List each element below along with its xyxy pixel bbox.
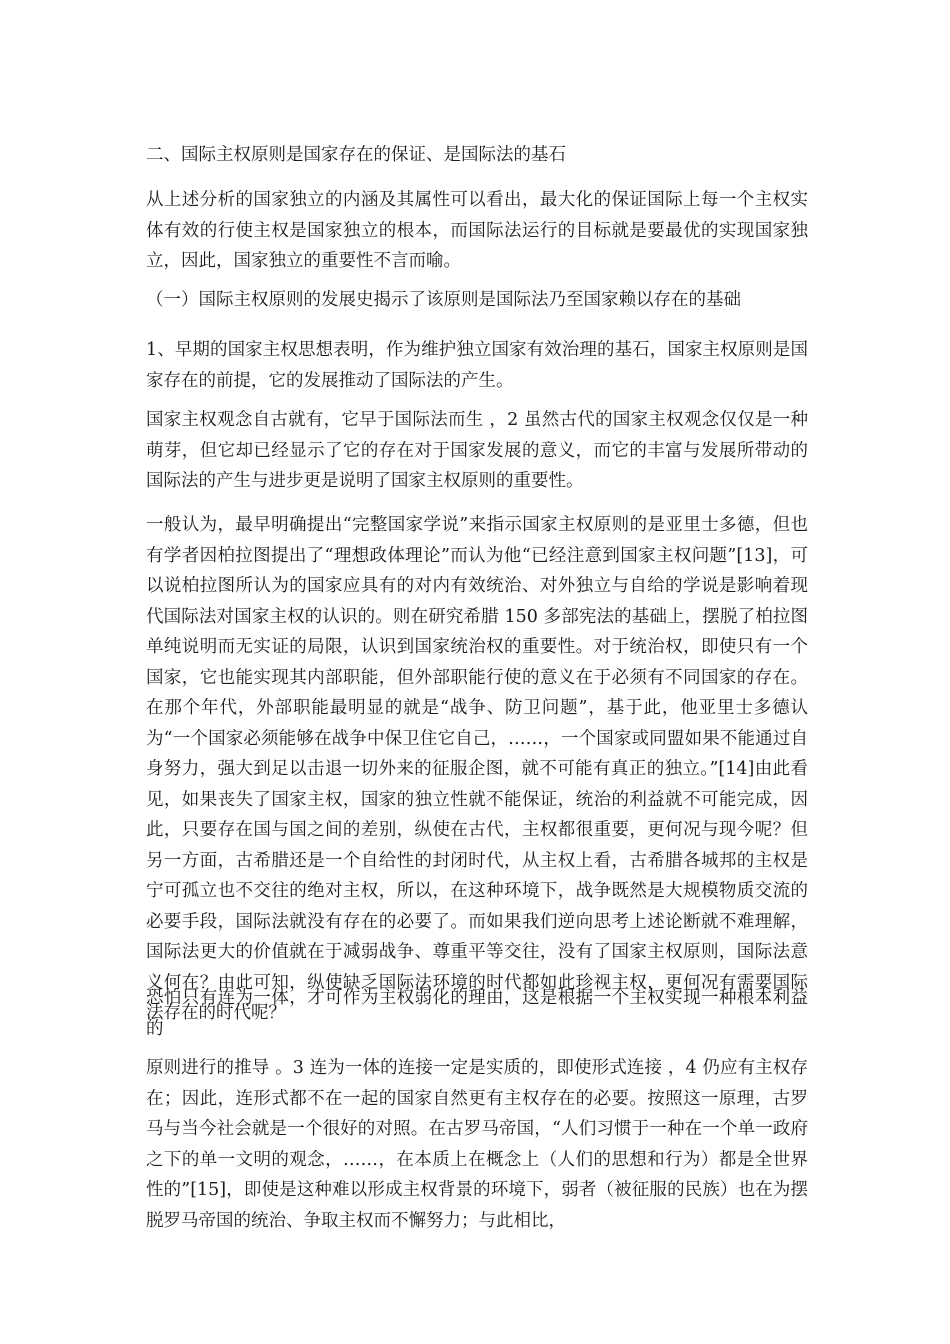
origin-paragraph: 国家主权观念自古就有，它早于国际法而生 ，2 虽然古代的国家主权观念仅仅是一种萌芽，但它却已经显示了它的存在对于国家发展的意义，而它的丰富与发展所带动的国际法的产生与进步更是说明了国家主权原则的重要性。 — [146, 410, 808, 491]
subsection-heading: （一）国际主权原则的发展史揭示了该原则是国际法乃至国家赖以存在的基础 — [146, 290, 741, 310]
section-heading: 二、国际主权原则是国家存在的保证、是国际法的基石 — [146, 145, 566, 165]
intro-paragraph: 从上述分析的国家独立的内涵及其属性可以看出，最大化的保证国际上每一个主权实体有效的行使主权是国家独立的根本，而国际法运行的目标就是要最优的实现国家独立，因此，国家独立的重要性不言而喻。 — [146, 190, 808, 271]
aristotle-paragraph: 一般认为，最早明确提出“完整国家学说”来指示国家主权原则的是亚里士多德，但也有学者因柏拉图提出了“理想政体理论”而认为他“已经注意到国家主权问题”[13]，可以说柏拉图所认为的国家应具有的对内有效统治、对外独立与自给的学说是影响着现代国际法对国家主权的认识的。则在研究希腊 150 多部宪法的基础上，摆脱了柏拉图单纯说明而无实证的局限，认识到国家统治权的重要性。对于统治权，即使只有一个国家，它也能实现其内部职能，但外部职能行使的意义在于必须有不同国家的存在。在那个年代，外部职能最明显的就是“战争、防卫问题”，基于此，他亚里士多德认为“一个国家必须能够在战争中保卫住它自己，……，一个国家或同盟如果不能通过自身努力，强大到足以击退一切外来的征服企图，就不可能有真正的独立。”[14]由此看见，如果丧失了国家主权，国家的独立性就不能保证，统治的利益就不可能完成，因此，只要存在国与国之间的差别，纵使在古代，主权都很重要，更何况与现今呢？但另一方面，古希腊还是一个自给性的封闭时代，从主权上看，古希腊各城邦的主权是宁可孤立也不交往的绝对主权，所以，在这种环境下，战争既然是大规模物质交流的必要手段，国际法就没有存在的必要了。而如果我们逆向思考上述论断就不难理解，国际法更大的价值就在于减弱战争、尊重平等交往，没有了国家主权原则，国际法意义何在？由此可知，纵使缺乏国际法环境的时代都如此珍视主权，更何况有需要国际法存在的时代呢？ — [146, 515, 808, 1023]
principle-paragraph: 原则进行的推导 。3 连为一体的连接一定是实质的，即使形式连接 ，4 仍应有主权存在；因此，连形式都不在一起的国家自然更有主权存在的必要。按照这一原理，古罗马与当今社会就是一个很好的对照。在古罗马帝国，“人们习惯于一种在一个单一政府之下的单一文明的观念，……，在本质上在概念上（人们的思想和行为）都是全世界性的”[15]，即使是这种难以形成主权背景的环境下，弱者（被征服的民族）也在为摆脱罗马帝国的统治、争取主权而不懈努力；与此相比， — [146, 1058, 808, 1231]
point-1-paragraph: 1、早期的国家主权思想表明，作为维护独立国家有效治理的基石，国家主权原则是国家存在的前提，它的发展推动了国际法的产生。 — [146, 340, 808, 391]
fear-paragraph: 恐怕只有连为一体，才可作为主权弱化的理由，这是根据一个主权实现一种根本利益的 — [146, 988, 808, 1039]
